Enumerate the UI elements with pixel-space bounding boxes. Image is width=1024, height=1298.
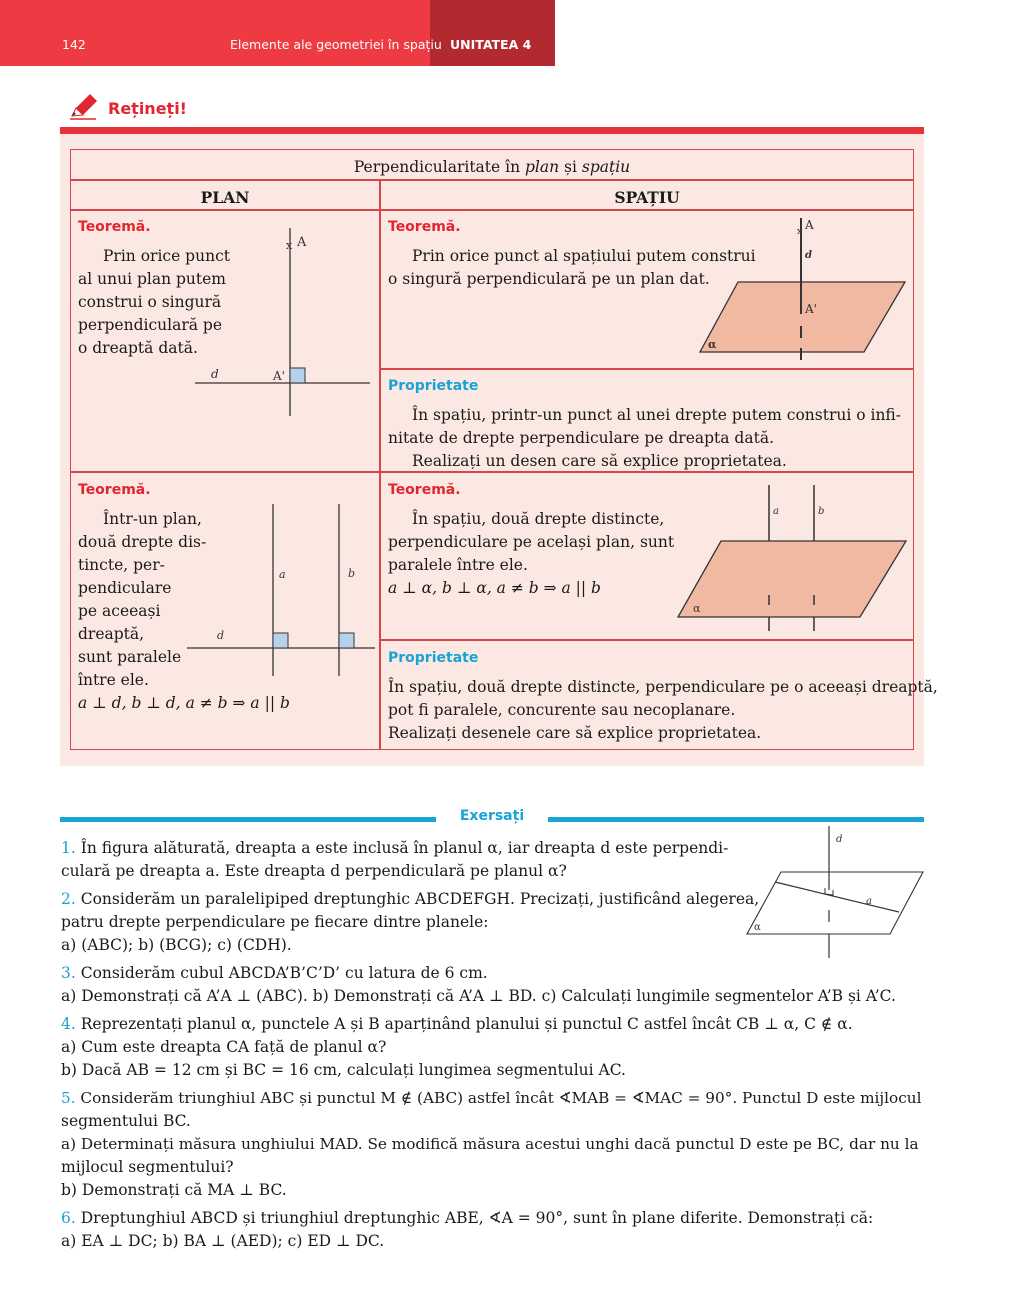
exercise-6-line: a) EA ⊥ DC; b) BA ⊥ (AED); c) ED ⊥ DC. (61, 1232, 385, 1250)
space-property1-line: nitate de drepte perpendiculare pe dreapta dată. (388, 429, 774, 447)
space-theorem2-formula: a ⊥ α, b ⊥ α, a ≠ b ⇒ a || b (388, 579, 601, 597)
svg-text:A: A (297, 235, 307, 250)
plan-theorem2-line: dreaptă, (78, 625, 145, 643)
exercise-figure (745, 824, 925, 960)
svg-text:d: d (217, 629, 225, 642)
space-theorem2-line: perpendiculare pe același plan, sunt (388, 533, 675, 551)
exercise-6: 6. Dreptunghiul ABCD și triunghiul dreptunghic ABE, ∢A = 90°, sunt în plane diferite. Demonstrați că: (61, 1209, 874, 1227)
space-theorem2-heading: Teoremă. (388, 482, 461, 498)
plan-theorem1-line: Prin orice punct (103, 247, 230, 265)
chapter-title: Elemente ale geometriei în spațiu (230, 37, 442, 52)
plan-theorem1-heading: Teoremă. (78, 219, 151, 235)
plan-theorem2-line: între ele. (78, 671, 149, 689)
plan-theorem2-line: tincte, per- (78, 556, 165, 574)
header-bar (0, 0, 430, 66)
page-number: 142 (62, 37, 86, 52)
retineti-divider (60, 127, 924, 134)
svg-text:d: d (211, 367, 219, 381)
exercise-4-line: b) Dacă AB = 12 cm și BC = 16 cm, calculați lungimea segmentului AC. (61, 1061, 626, 1079)
svg-text:A: A (805, 218, 814, 232)
svg-text:b: b (348, 567, 356, 580)
exercise-5-line: a) Determinați măsura unghiului MAD. Se modifică măsura acestui unghi dacă punctul D este pe BC, dar nu la (61, 1135, 919, 1153)
exercise-5-line: segmentului BC. (61, 1112, 191, 1130)
table-caption: Perpendicularitate în plan și spațiu (353, 158, 631, 176)
exercise-2-line: a) (ABC); b) (BCG); c) (CDH). (61, 936, 292, 954)
column-header-plan: PLAN (200, 188, 250, 207)
exercises-title: Exersați (459, 808, 525, 824)
exercise-5-line: b) Demonstrați că MA ⊥ BC. (61, 1181, 287, 1199)
space-property1-line: În spațiu, printr-un punct al unei drepte putem construi o infi- (412, 406, 901, 424)
svg-text:α: α (754, 922, 761, 933)
exercise-2: 2. Considerăm un paralelipiped dreptunghic ABCDEFGH. Precizați, justificând alegerea, (61, 890, 760, 908)
plan-theorem1-line: perpendiculară pe (78, 316, 222, 334)
exercises-divider-left (60, 817, 436, 822)
space-theorem2-line: În spațiu, două drepte distincte, (412, 510, 665, 528)
space-theorem2-line: paralele între ele. (388, 556, 528, 574)
svg-text:d: d (836, 834, 843, 845)
space-theorem1-heading: Teoremă. (388, 219, 461, 235)
space-property1-line: Realizați un desen care să explice proprietatea. (412, 452, 787, 470)
svg-text:A': A' (805, 302, 817, 316)
space-theorem1-line: o singură perpendiculară pe un plan dat. (388, 270, 710, 288)
header-unit-bar (430, 0, 555, 66)
space-parallel-figure (676, 483, 912, 635)
pencil-icon (68, 92, 100, 120)
svg-text:a: a (773, 506, 779, 517)
exercise-3: 3. Considerăm cubul ABCDA’B’C’D’ cu latura de 6 cm. (61, 964, 488, 982)
plan-theorem2-formula: a ⊥ d, b ⊥ d, a ≠ b ⇒ a || b (78, 694, 290, 712)
column-header-spatiu: SPAȚIU (614, 188, 680, 207)
space-property2-line: pot fi paralele, concurente sau necoplanare. (388, 701, 736, 719)
exercise-5: 5. Considerăm triunghiul ABC și punctul M ∉ (ABC) astfel încât ∢MAB = ∢MAC = 90°. Punctul D este mijlocul (61, 1089, 922, 1107)
plan-theorem2-heading: Teoremă. (78, 482, 151, 498)
svg-text:a: a (866, 896, 872, 907)
retineti-title: Rețineți! (108, 99, 187, 118)
exercise-1: 1. În figura alăturată, dreapta a este inclusă în planul α, iar dreapta d este perpendi- (61, 839, 729, 857)
plan-theorem2-line: pe aceeași (78, 602, 161, 620)
plan-theorem2-line: două drepte dis- (78, 533, 207, 551)
svg-text:A': A' (273, 369, 285, 383)
space-property1-heading: Proprietate (388, 378, 479, 394)
exercise-1-line: culară pe dreapta a. Este dreapta d perpendiculară pe planul α? (61, 862, 567, 880)
plan-theorem1-line: o dreaptă dată. (78, 339, 198, 357)
exercise-4: 4. Reprezentați planul α, punctele A și B aparținând planului și punctul C astfel încât CB ⊥ α, C ∉ α. (61, 1015, 853, 1033)
svg-text:x: x (797, 227, 803, 237)
space-theorem1-line: Prin orice punct al spațiului putem construi (412, 247, 756, 265)
plan-perpendicular-figure (195, 220, 375, 420)
svg-text:a: a (279, 568, 286, 581)
plan-parallel-figure (185, 500, 377, 745)
plan-theorem2-line: Într-un plan, (103, 510, 202, 528)
space-property2-line: Realizați desenele care să explice proprietatea. (388, 724, 762, 742)
space-property2-line: În spațiu, două drepte distincte, perpendiculare pe o aceeași dreaptă, (388, 678, 938, 696)
svg-text:b: b (818, 506, 825, 517)
exercises-divider-right (548, 817, 924, 822)
plan-theorem2-line: pendiculare (78, 579, 172, 597)
exercise-5-line: mijlocul segmentului? (61, 1158, 234, 1176)
space-property2-heading: Proprietate (388, 650, 479, 666)
exercise-2-line: patru drepte perpendiculare pe fiecare dintre planele: (61, 913, 489, 931)
svg-text:d: d (805, 250, 812, 261)
svg-text:α: α (693, 602, 701, 615)
exercise-3-line: a) Demonstrați că A’A ⊥ (ABC). b) Demonstrați că A’A ⊥ BD. c) Calculați lungimile segmentelor A’B și A’C. (61, 987, 896, 1005)
plan-theorem1-line: construi o singură (78, 293, 222, 311)
unit-label: UNITATEA 4 (450, 37, 532, 52)
plan-theorem2-line: sunt paralele (78, 648, 182, 666)
exercise-4-line: a) Cum este dreapta CA față de planul α? (61, 1038, 387, 1056)
svg-text:x: x (286, 239, 293, 252)
space-perpendicular-figure (698, 214, 910, 364)
plan-theorem1-line: al unui plan putem (78, 270, 226, 288)
svg-text:α: α (708, 338, 717, 351)
